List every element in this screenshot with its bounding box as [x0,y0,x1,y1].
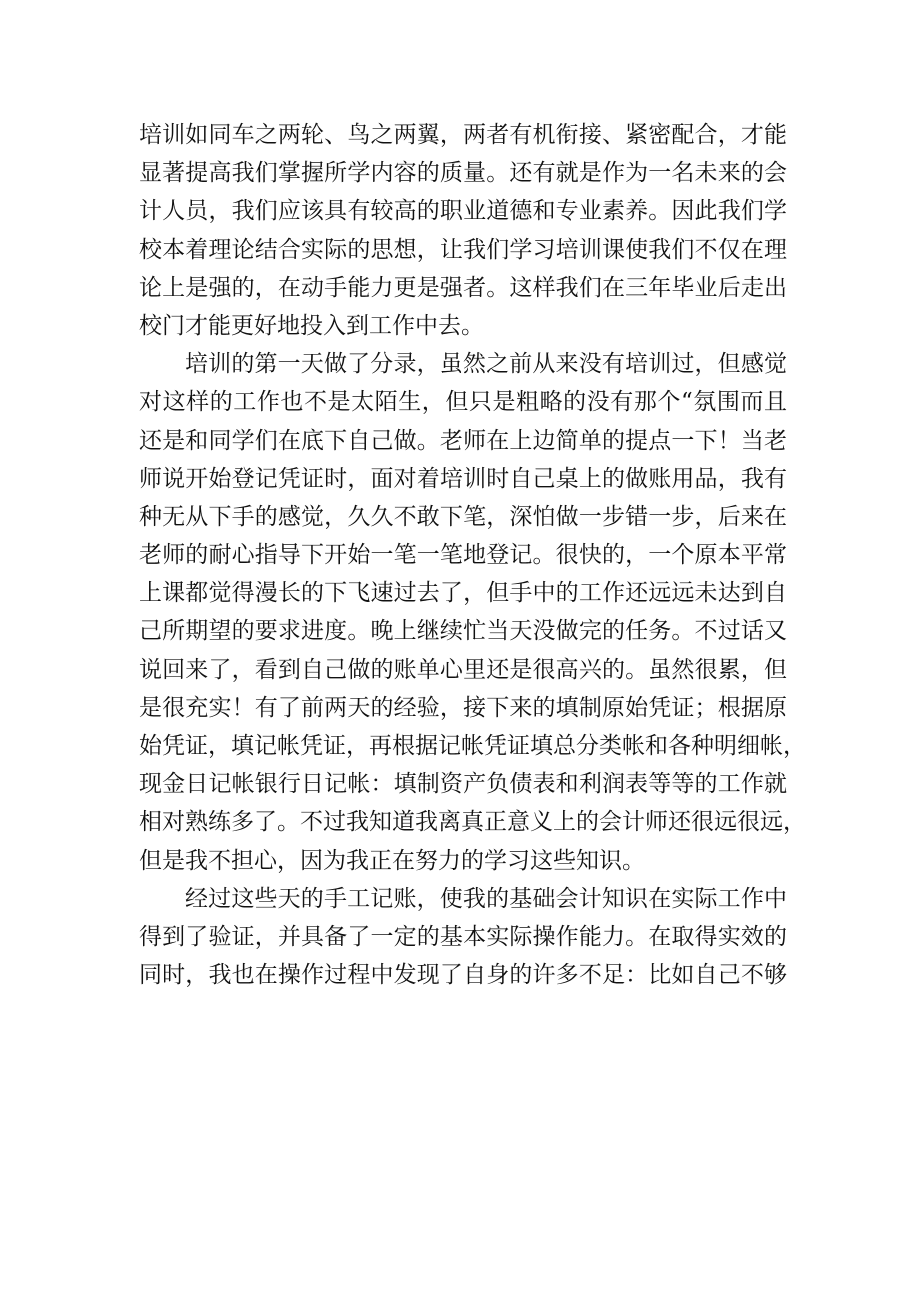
text-line: 校本着理论结合实际的思想，让我们学习培训课使我们不仅在理 [139,236,787,263]
text-line: 显著提高我们掌握所学内容的质量。还有就是作为一名未来的会 [139,160,787,187]
text-line: 种无从下手的感觉，久久不敢下笔，深怕做一步错一步，后来在 [139,503,787,530]
paragraph-2 [139,345,806,880]
paragraph-3 [139,880,787,995]
text-line: 相对熟练多了。不过我知道我离真正意义上的会计师还很远很远， [139,809,806,836]
text-line: 是很充实！有了前两天的经验，接下来的填制原始凭证；根据原 [139,694,787,721]
text-line: 计人员，我们应该具有较高的职业道德和专业素养。因此我们学 [139,198,787,225]
paragraph-1 [139,116,787,345]
text-line: 经过这些天的手工记账，使我的基础会计知识在实际工作中 [185,885,787,912]
text-line: 培训如同车之两轮、鸟之两翼，两者有机衔接、紧密配合，才能 [139,122,787,148]
text-line: 培训的第一天做了分录，虽然之前从来没有培训过，但感觉 [185,351,787,378]
text-line: 己所期望的要求进度。晚上继续忙当天没做完的任务。不过话又 [139,618,787,645]
text-line: 对这样的工作也不是太陌生，但只是粗略的没有那个“氛围而且 [139,389,787,416]
text-line: 校门才能更好地投入到工作中去。 [139,312,484,339]
text-line: 同时，我也在操作过程中发现了自身的许多不足：比如自己不够 [139,962,787,989]
text-line: 得到了验证，并具备了一定的基本实际操作能力。在取得实效的 [139,923,787,950]
text-line: 始凭证，填记帐凭证，再根据记帐凭证填总分类帐和各种明细帐， [139,733,806,759]
text-line: 上课都觉得漫长的下飞速过去了，但手中的工作还远远未达到自 [139,580,787,607]
text-line: 论上是强的，在动手能力更是强者。这样我们在三年毕业后走出 [139,274,787,301]
text-line: 但是我不担心，因为我正在努力的学习这些知识。 [139,847,645,874]
body-text [139,116,806,994]
text-line: 还是和同学们在底下自己做。老师在上边简单的提点一下！当老 [139,427,787,454]
text-line: 师说开始登记凭证时，面对着培训时自己桌上的做账用品，我有 [139,465,787,492]
text-line: 现金日记帐银行日记帐：填制资产负债表和利润表等等的工作就 [139,771,787,798]
text-line: 说回来了，看到自己做的账单心里还是很高兴的。虽然很累，但 [139,656,787,683]
text-line: 老师的耐心指导下开始一笔一笔地登记。很快的，一个原本平常 [139,542,787,569]
